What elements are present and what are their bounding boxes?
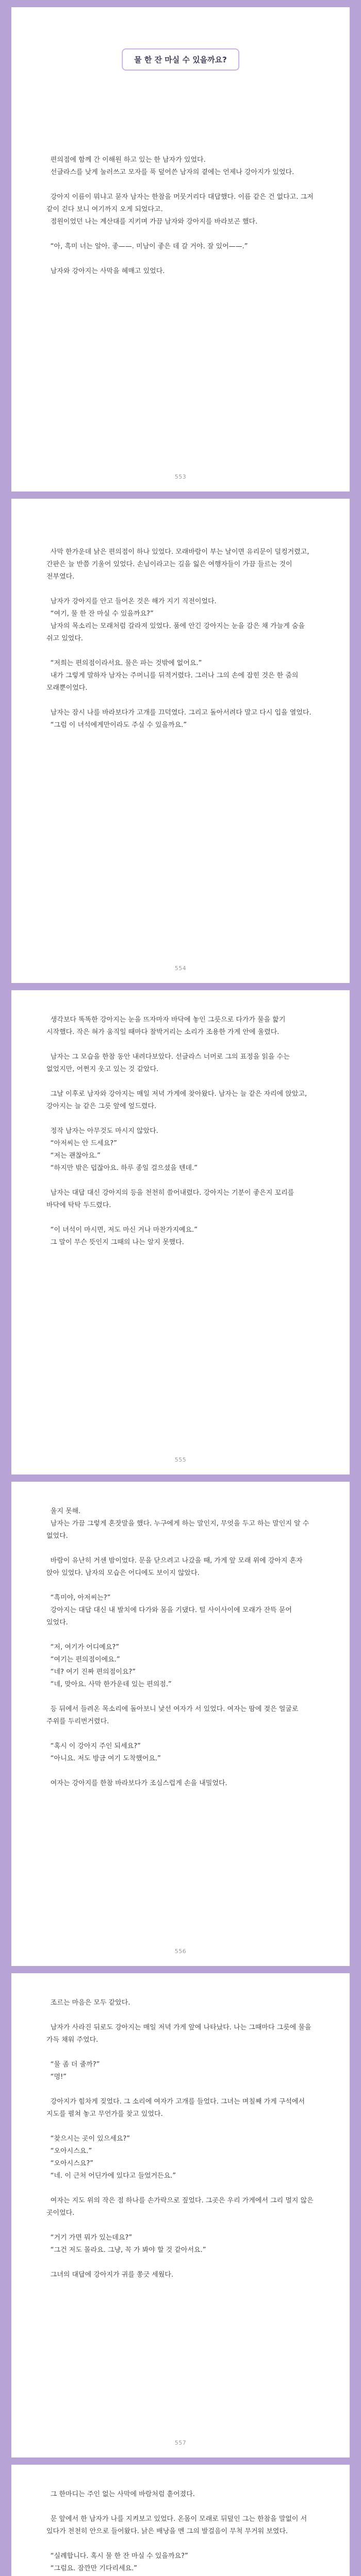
page-number: 554 bbox=[174, 965, 187, 972]
paragraph: “아저씨는 안 드세요?” bbox=[50, 1140, 117, 1147]
paragraph: 선글라스를 낮게 눌러쓰고 모자를 푹 덮어쓴 남자의 곁에는 언제나 강아지가 있었다. bbox=[50, 168, 294, 176]
paragraph: 남자와 강아지는 사막을 헤매고 있었다. bbox=[50, 267, 165, 275]
paragraph: 점원이었던 나는 계산대를 지키며 가끔 남자와 강아지를 바라보곤 했다. bbox=[50, 218, 258, 226]
paragraph: 남자는 가끔 그렇게 혼잣말을 했다. 누구에게 하는 말인지, 무엇을 두고 하는 말인지 알 수 없었다. bbox=[46, 1520, 309, 1540]
paragraph: “멍!” bbox=[50, 2073, 67, 2081]
paragraph: 조르는 마음은 모두 같았다. bbox=[50, 1999, 130, 2007]
paragraph: 남자는 그 모습을 한참 동안 내려다보았다. 선글라스 너머로 그의 표정을 읽을 수는 없었지만, 어쩐지 웃고 있는 것 같았다. bbox=[46, 1053, 290, 1073]
paragraph: “네. 이 근처 어딘가에 있다고 들었거든요.” bbox=[50, 2172, 176, 2180]
paragraph: 남자는 잠시 나를 바라보다가 고개를 끄덕였다. 그리고 돌아서려다 말고 다시 입을 열었다. bbox=[50, 709, 311, 717]
paragraph: “아, 흑미 너는 알아. 좋——. 미남이 좋은 데 갈 거야. 잘 있어——.” bbox=[50, 243, 248, 250]
paragraph: 편의점에 함께 간 이해원 하고 있는 한 남자가 있었다. bbox=[50, 156, 206, 164]
paragraph: 내가 그렇게 말하자 남자는 주머니를 뒤적거렸다. 그러나 그의 손에 잡힌 것은 한 줌의 모래뿐이었다. bbox=[46, 672, 299, 692]
paragraph: “거기 가면 뭐가 있는데요?” bbox=[50, 2234, 133, 2242]
paragraph: 여자는 강아지를 한참 바라보다가 조심스럽게 손을 내밀었다. bbox=[50, 1780, 227, 1787]
paragraph: 남자가 사라진 뒤로도 강아지는 매일 저녁 가게 앞에 나타났다. 나는 그때마다 그릇에 물을 가득 채워 주었다. bbox=[46, 2024, 311, 2044]
paragraph: 사막 한가운데 낡은 편의점이 하나 있었다. 모래바람이 부는 날이면 유리문이 덜컹거렸고, 간판은 늘 반쯤 기울어 있었다. 손님이라고는 길을 잃은 여행자들이 가끔 들르는 것이 전부였다. bbox=[46, 548, 309, 581]
paragraph: “저는 괜찮아요.” bbox=[50, 1152, 101, 1160]
paragraph: 강아지는 대답 대신 내 발치에 다가와 몸을 기댔다. 털 사이사이에 모래가 잔뜩 묻어 있었다. bbox=[46, 1606, 292, 1626]
paragraph: “그럼 이 녀석에게만이라도 주실 수 있을까요.” bbox=[50, 721, 187, 729]
paragraph: 그 말이 무슨 뜻인지 그때의 나는 알지 못했다. bbox=[50, 1239, 184, 1246]
paragraph: “저희는 편의점이라서요. 물은 파는 것밖에 없어요.” bbox=[50, 659, 202, 667]
paragraph: 강아지 이름이 뭐냐고 묻자 남자는 한참을 머뭇거리다 대답했다. 이름 같은 건 없다고. 그저 같이 걷다 보니 여기까지 오게 되었다고. bbox=[46, 193, 314, 213]
paragraph: “여기, 물 한 잔 마실 수 있을까요?” bbox=[50, 610, 154, 618]
page-text bbox=[46, 2488, 315, 2576]
page-text bbox=[46, 1014, 315, 1249]
paragraph: “네? 여기 진짜 편의점이요?” bbox=[50, 1668, 136, 1676]
paragraph: 등 뒤에서 들려온 목소리에 돌아보니 낯선 여자가 서 있었다. 여자는 땀에 젖은 얼굴로 주위를 두리번거렸다. bbox=[46, 1705, 299, 1725]
paragraph: “혹시 이 강아지 주인 되세요?” bbox=[50, 1742, 141, 1750]
page-card bbox=[11, 499, 350, 983]
paragraph: 바람이 유난히 거센 밤이었다. 문을 닫으려고 나갔을 때, 가게 앞 모래 위에 강아지 혼자 앉아 있었다. 남자의 모습은 어디에도 보이지 않았다. bbox=[46, 1557, 303, 1577]
paragraph: 그녀의 대답에 강아지가 귀를 쫑긋 세웠다. bbox=[50, 2271, 174, 2279]
page-number: 557 bbox=[174, 2439, 187, 2446]
page-text bbox=[46, 154, 315, 278]
paragraph: “네, 맞아요. 사막 한가운데 있는 편의점.” bbox=[50, 1681, 172, 1688]
page-text bbox=[46, 546, 315, 732]
paragraph: 생각보다 똑똑한 강아지는 눈을 뜨자마자 바닥에 놓인 그릇으로 다가가 물을 핥기 시작했다. 작은 혀가 움직일 때마다 찰박거리는 소리가 조용한 가게 안에 울렸다. bbox=[46, 1016, 286, 1036]
paragraph: “그건 저도 몰라요. 그냥, 꼭 가 봐야 할 것 같아서요.” bbox=[50, 2246, 206, 2254]
page-card bbox=[11, 990, 350, 1475]
page-text bbox=[46, 1997, 315, 2281]
paragraph: 강아지가 힘차게 짖었다. 그 소리에 여자가 고개를 들었다. 그녀는 며칠째 가게 구석에서 지도를 펼쳐 놓고 무언가를 찾고 있었다. bbox=[46, 2098, 305, 2118]
paragraph: “여기는 편의점이에요.” bbox=[50, 1656, 120, 1664]
page-text bbox=[46, 1505, 315, 1790]
page-card bbox=[11, 2465, 350, 2576]
paragraph: 남자는 대답 대신 강아지의 등을 천천히 쓸어내렸다. 강아지는 기분이 좋은지 꼬리를 바닥에 탁탁 두드렸다. bbox=[46, 1189, 294, 1209]
paragraph: “실례합니다. 혹시 물 한 잔 마실 수 있을까요?” bbox=[50, 2552, 188, 2560]
page-card bbox=[11, 1482, 350, 1966]
paragraph: “오아시스요.” bbox=[50, 2147, 92, 2155]
paragraph: 여자는 지도 위의 작은 점 하나를 손가락으로 짚었다. 그곳은 우리 가게에서 그리 멀지 않은 곳이었다. bbox=[46, 2197, 314, 2217]
paragraph: 문 앞에서 한 남자가 나를 지켜보고 있었다. 온몸이 모래로 뒤덮인 그는 한참을 말없이 서 있다가 천천히 안으로 들어왔다. 낡은 배낭을 멘 그의 발걸음이 무척 무거워 보였다. bbox=[46, 2515, 307, 2535]
paragraph: “이 녀석이 마시면, 저도 마신 거나 마찬가지예요.” bbox=[50, 1226, 198, 1234]
page-number: 555 bbox=[174, 1456, 187, 1463]
page-card bbox=[11, 1973, 350, 2458]
page-number: 553 bbox=[174, 473, 187, 480]
chapter-title-box bbox=[122, 48, 239, 71]
page-number: 556 bbox=[174, 1948, 187, 1955]
page-card bbox=[11, 7, 350, 492]
paragraph: “흑미야, 아저씨는?” bbox=[50, 1594, 111, 1602]
paragraph: “물 좀 더 줄까?” bbox=[50, 2061, 100, 2069]
paragraph: “하지만 밖은 덥잖아요. 하루 종일 걸으셨을 텐데.” bbox=[50, 1164, 198, 1172]
paragraph: “오아시스요?” bbox=[50, 2160, 93, 2167]
paragraph: 그 한마디는 주인 없는 사막에 바람처럼 흩어졌다. bbox=[50, 2490, 195, 2498]
paragraph: “찾으시는 곳이 있으세요?” bbox=[50, 2135, 130, 2143]
paragraph: 남자가 강아지를 안고 들어온 것은 해가 지기 직전이었다. bbox=[50, 598, 217, 605]
paragraph: 그날 이후로 남자와 강아지는 매일 저녁 가게에 찾아왔다. 남자는 늘 같은 자리에 앉았고, 강아지는 늘 같은 그릇 앞에 엎드렸다. bbox=[46, 1090, 307, 1110]
paragraph: 울지 못해. bbox=[50, 1507, 81, 1515]
chapter-title: 물 한 잔 마실 수 있을까요? bbox=[134, 55, 227, 64]
paragraph: “그럼요. 잠깐만 기다리세요.” bbox=[50, 2565, 137, 2572]
paragraph: 남자의 목소리는 모래처럼 갈라져 있었다. 품에 안긴 강아지는 눈을 감은 채 가늘게 숨을 쉬고 있었다. bbox=[46, 622, 305, 642]
paragraph: “저, 여기가 어디예요?” bbox=[50, 1643, 120, 1651]
paragraph: “아니요. 저도 방금 여기 도착했어요.” bbox=[50, 1755, 161, 1762]
paragraph: 정작 남자는 아무것도 마시지 않았다. bbox=[50, 1127, 158, 1135]
